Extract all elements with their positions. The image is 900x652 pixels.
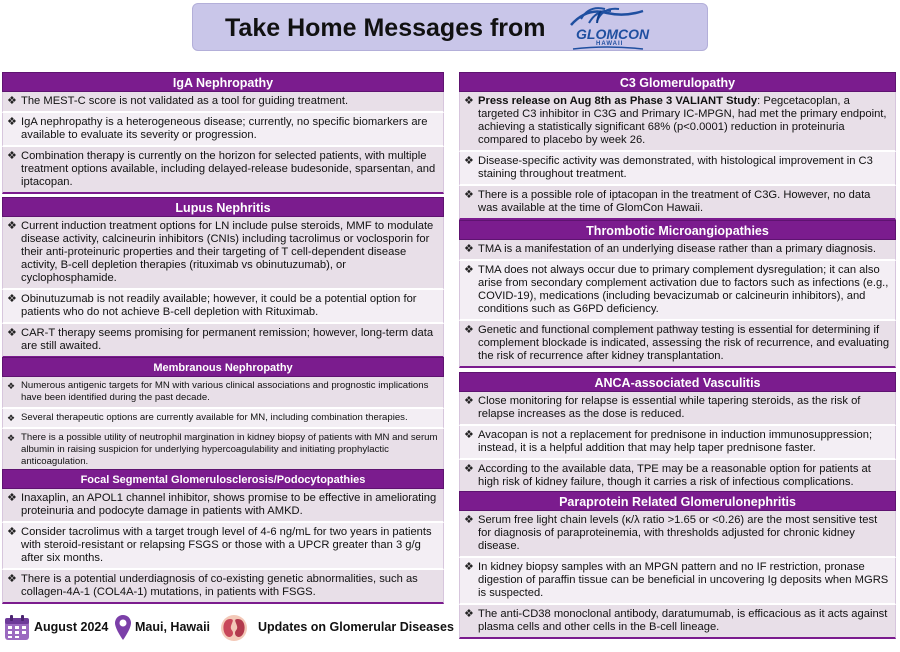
item-text: The anti-CD38 monoclonal antibody, daratumumab, is efficacious as it acts against plasma cells and other cells in the B-cell lineage. (478, 608, 888, 633)
bullet-diamond-icon: ❖ (7, 116, 17, 128)
list-item (2, 489, 444, 523)
list-item (2, 429, 444, 473)
item-text: According to the available data, TPE may be a reasonable option for patients at high risk of kidney failure, though it carries a risk of infectious complications. (478, 463, 871, 488)
bullet-diamond-icon: ❖ (7, 381, 16, 391)
bullet-diamond-icon: ❖ (464, 463, 474, 475)
list-item (459, 392, 896, 426)
bullet-diamond-icon: ❖ (7, 573, 17, 585)
bullet-diamond-icon: ❖ (464, 189, 474, 201)
item-text: TMA does not always occur due to primary complement dysregulation; it can also arise from secondary complement activation due to factors such as infections (e.g., COVID-19), medications (including bevacizumab or calcineurin inhibitors), and conditions such as G6PD deficiency. (478, 264, 889, 315)
item-text: Serum free light chain levels (κ/λ ratio >1.65 or <0.26) are the most sensitive test for diagnosis of paraproteinemia, with thresholds adjusted for chronic kidney disease. (478, 514, 878, 552)
list-item (2, 92, 444, 113)
list-item (459, 92, 896, 152)
calendar-icon (4, 614, 30, 641)
footer-date: August 2024 (34, 620, 109, 634)
item-bold-lead: Press release on Aug 8th as Phase 3 VALIANT Study (478, 95, 758, 107)
bullet-diamond-icon: ❖ (464, 264, 474, 276)
item-text: Consider tacrolimus with a target trough level of 4-6 ng/mL for two years in patients with steroid-resistant or relapsing FSGS or those with a UPCR greater than 3 g/g after six months. (21, 526, 432, 564)
footer-location: Maui, Hawaii (135, 620, 211, 634)
list-item (2, 570, 444, 604)
section-paraprotein-gn (459, 491, 896, 639)
section-iga-nephropathy (2, 72, 444, 194)
item-text: There is a possible utility of neutrophil margination in kidney biopsy of patients with MN and serum albumin in raising suspicion for underlying hypercoagulability and initiating prophylactic anticoagulation. (21, 432, 438, 467)
list-item (459, 240, 896, 261)
kidney-icon (216, 613, 252, 643)
list-item (2, 324, 444, 358)
bullet-diamond-icon: ❖ (464, 243, 474, 255)
section-heading: IgA Nephropathy (2, 72, 444, 92)
list-item (2, 147, 444, 194)
logo-text: GLOMCON (576, 26, 650, 42)
item-text: In kidney biopsy samples with an MPGN pattern and no IF restriction, pronase digestion of paraffin tissue can be beneficial in uncovering Ig deposits when MGRS is suspected. (478, 561, 889, 599)
page-title: Take Home Messages from (225, 14, 546, 42)
item-text: There is a possible role of iptacopan in the treatment of C3G. However, no data was available at the time of GlomCon Hawaii. (478, 189, 871, 214)
list-item (459, 186, 896, 220)
item-text: Close monitoring for relapse is essential while tapering steroids, as the risk of relapse increases as the dose is reduced. (478, 395, 861, 420)
section-fsgs-podocytopathies (2, 469, 444, 604)
list-item (459, 321, 896, 368)
list-item (2, 409, 444, 429)
title-banner (192, 3, 708, 51)
list-item (2, 523, 444, 570)
section-heading: C3 Glomerulopathy (459, 72, 896, 92)
bullet-diamond-icon: ❖ (7, 150, 17, 162)
bullet-diamond-icon: ❖ (7, 433, 16, 443)
item-text: Several therapeutic options are currently available for MN, including combination therapies. (21, 412, 408, 423)
section-heading: Paraprotein Related Glomerulonephritis (459, 491, 896, 511)
item-text: IgA nephropathy is a heterogeneous disease; currently, no specific biomarkers are available to evaluate its severity or progression. (21, 116, 428, 141)
bullet-diamond-icon: ❖ (464, 429, 474, 441)
item-text: There is a potential underdiagnosis of co-existing genetic abnormalities, such as collagen-4A-1 (COL4A-1) mutations, in patients with FSGS. (21, 573, 418, 598)
list-item (2, 217, 444, 290)
section-lupus-nephritis (2, 197, 444, 358)
item-text: TMA is a manifestation of an underlying disease rather than a primary diagnosis. (478, 243, 876, 255)
item-text: CAR-T therapy seems promising for permanent remission; however, long-term data are still awaited. (21, 327, 434, 352)
list-item (2, 113, 444, 147)
bullet-diamond-icon: ❖ (7, 95, 17, 107)
item-text: Numerous antigenic targets for MN with various clinical associations and prognostic implications have been identified during the past decade. (21, 380, 429, 403)
item-text: Inaxaplin, an APOL1 channel inhibitor, shows promise to be effective in ameliorating proteinuria and podocyte damage in patients with AMKD. (21, 492, 437, 517)
section-thrombotic-microangiopathies (459, 220, 896, 368)
bullet-diamond-icon: ❖ (7, 220, 17, 232)
item-text: The MEST-C score is not validated as a tool for guiding treatment. (21, 95, 349, 107)
bullet-diamond-icon: ❖ (7, 327, 17, 339)
bullet-diamond-icon: ❖ (7, 526, 17, 538)
list-item (2, 377, 444, 409)
list-item (459, 605, 896, 639)
bullet-diamond-icon: ❖ (464, 324, 474, 336)
bullet-diamond-icon: ❖ (464, 561, 474, 573)
list-item (459, 558, 896, 605)
bullet-diamond-icon: ❖ (464, 608, 474, 620)
item-text: Avacopan is not a replacement for prednisone in induction immunosuppression; instead, it is a helpful addition that may help taper prednisone faster. (478, 429, 873, 454)
list-item (459, 511, 896, 558)
item-text: Current induction treatment options for LN include pulse steroids, MMF to modulate disease activity, calcineurin inhibitors (CNIs) including tacrolimus or voclosporin for their anti-proteinuric properties and their targeting of T cell-dependent disease activity, B-cell depletion therapies (rituximab vs obinutuzumab), or cyclophosphamide. (21, 220, 434, 284)
section-membranous-nephropathy (2, 357, 444, 473)
list-item (459, 261, 896, 321)
item-text: : Pegcetacoplan, a targeted C3 inhibitor in C3G and Primary IC-MPGN, had met the primary endpoint, achieving a statistically significant 68% (p<0.0001) reduction in proteinuria compared to placebo by week 26. (478, 95, 887, 146)
logo-subtext: HAWAII (596, 41, 624, 47)
map-pin-icon (114, 614, 132, 641)
footer (0, 612, 460, 646)
bullet-diamond-icon: ❖ (7, 293, 17, 305)
bullet-diamond-icon: ❖ (464, 95, 474, 107)
section-heading: Focal Segmental Glomerulosclerosis/Podocytopathies (2, 469, 444, 489)
list-item (459, 460, 896, 494)
section-anca-vasculitis (459, 372, 896, 494)
list-item (2, 290, 444, 324)
list-item (459, 426, 896, 460)
item-text: Disease-specific activity was demonstrated, with histological improvement in C3 staining throughout treatment. (478, 155, 873, 180)
section-heading: ANCA-associated Vasculitis (459, 372, 896, 392)
list-item (459, 152, 896, 186)
bullet-diamond-icon: ❖ (7, 492, 17, 504)
section-heading: Thrombotic Microangiopathies (459, 220, 896, 240)
item-text: Genetic and functional complement pathway testing is essential for determining if complement blockade is indicated, assessing the risk of recurrence, and evaluating the risk of recurrence after kidney transplantation. (478, 324, 890, 362)
section-heading: Membranous Nephropathy (2, 357, 444, 377)
bullet-diamond-icon: ❖ (7, 413, 16, 423)
section-heading: Lupus Nephritis (2, 197, 444, 217)
item-text: Obinutuzumab is not readily available; however, it could be a potential option for patients who do not achieve B-cell depletion with Rituximab. (21, 293, 417, 318)
section-c3-glomerulopathy (459, 72, 896, 220)
bullet-diamond-icon: ❖ (464, 514, 474, 526)
footer-topic: Updates on Glomerular Diseases (258, 620, 454, 634)
bullet-diamond-icon: ❖ (464, 395, 474, 407)
bullet-diamond-icon: ❖ (464, 155, 474, 167)
item-text: Combination therapy is currently on the horizon for selected patients, with multiple treatment options available, including delayed-release budesonide, sparsentan, and iptacopan. (21, 150, 436, 188)
